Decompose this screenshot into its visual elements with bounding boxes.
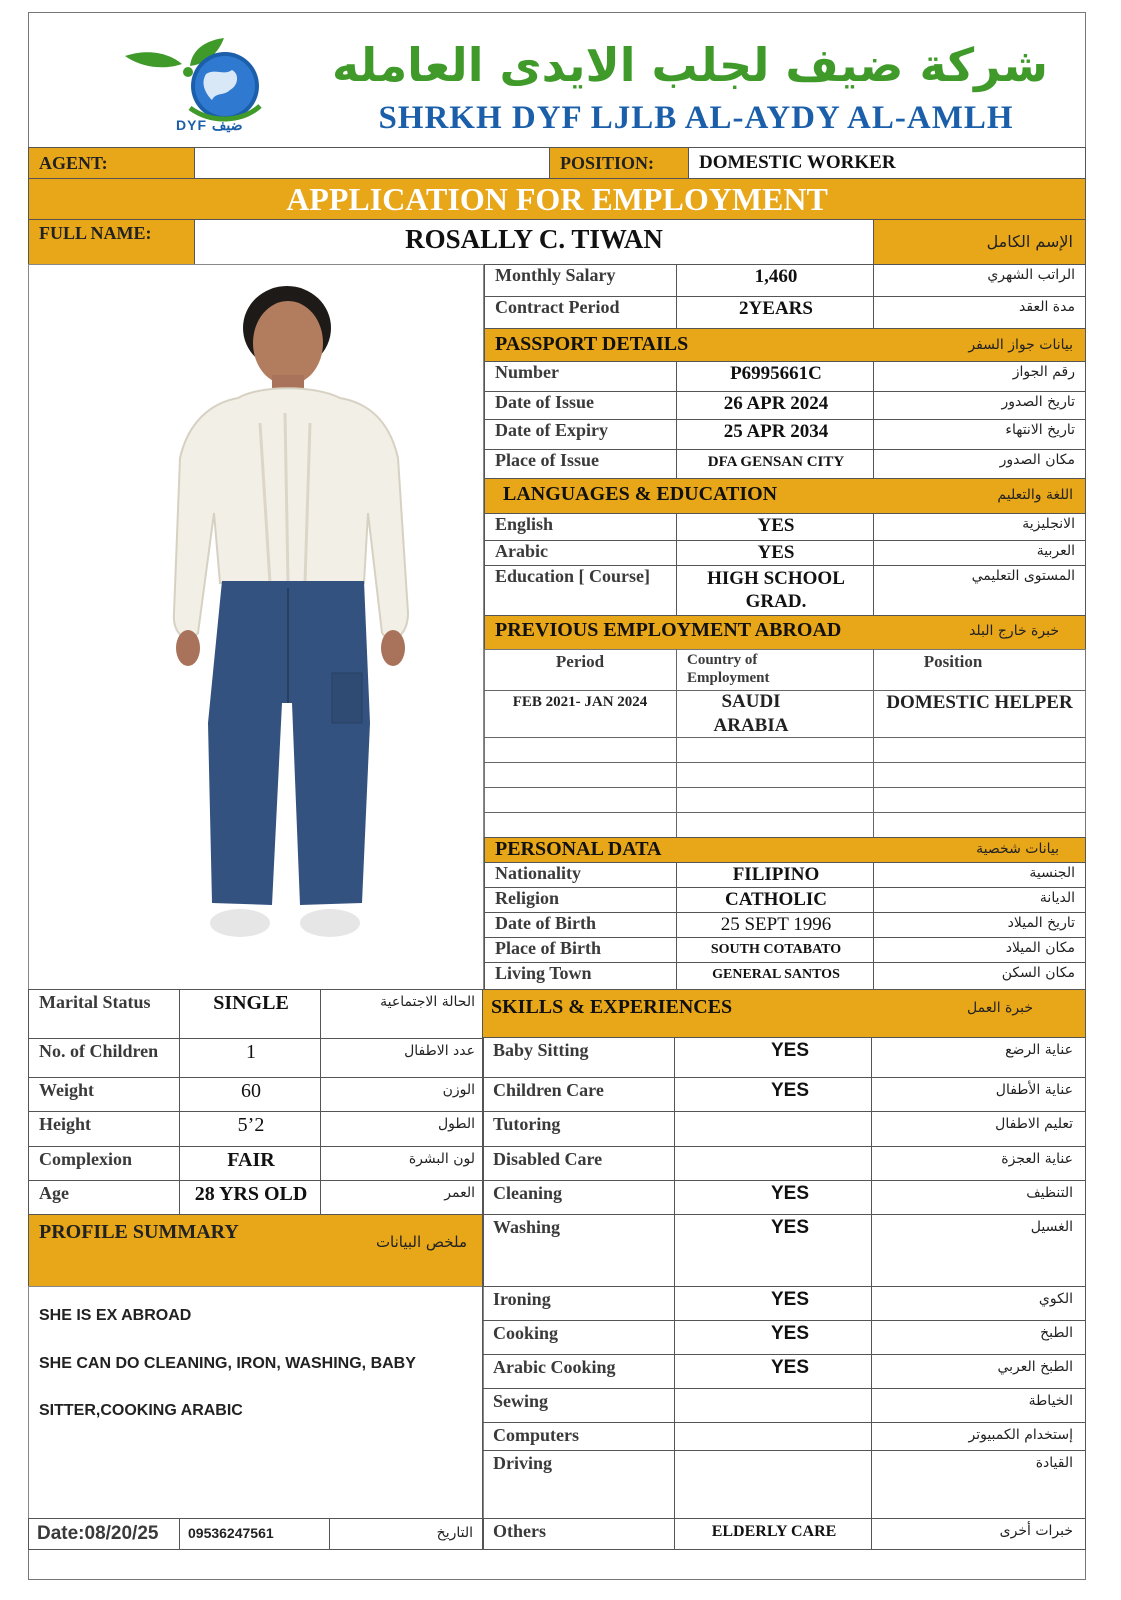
row-label-cell (484, 912, 677, 938)
row-label: Monthly Salary (495, 265, 616, 285)
physical-ar-cell (320, 1146, 484, 1181)
row-label-cell (484, 565, 677, 616)
row-ar-cell (873, 296, 1086, 329)
skill-ar-cell (871, 1388, 1086, 1423)
physical-value: SINGLE (213, 992, 289, 1014)
profile-body (28, 1286, 484, 1519)
skill-ar: إستخدام الكمبيوتر (968, 1427, 1073, 1443)
profile-title: PROFILE SUMMARY (39, 1221, 239, 1243)
skill-label-cell (482, 1354, 675, 1389)
row-label-cell (484, 449, 677, 479)
physical-value-cell (179, 1077, 321, 1112)
row-value-cell (676, 449, 874, 479)
skill-ar: الطبخ العربي (997, 1359, 1073, 1375)
skill-label: Washing (493, 1217, 561, 1237)
row-label-cell (484, 513, 677, 541)
skill-value-cell (674, 1388, 872, 1423)
skill-ar: تعليم الاطفال (995, 1116, 1073, 1132)
row-label-cell (484, 296, 677, 329)
physical-label: Weight (39, 1080, 95, 1100)
fullname-ar-cell (873, 219, 1086, 265)
row-ar-cell (873, 419, 1086, 450)
physical-label-cell (28, 989, 180, 1039)
row-value: 26 APR 2024 (723, 393, 829, 414)
skill-value-cell (674, 1518, 872, 1550)
physical-ar-cell (320, 1077, 484, 1112)
physical-label: Marital Status (39, 992, 151, 1012)
physical-ar-cell (320, 1180, 484, 1215)
skill-label-cell (482, 1214, 675, 1287)
skill-ar-cell (871, 1450, 1086, 1519)
passport-header (484, 328, 1086, 362)
row-value: SOUTH COTABATO (710, 942, 842, 957)
skill-value-cell (674, 1180, 872, 1215)
row-ar: تاريخ الصدور (1001, 394, 1075, 410)
row-label: Contract Period (495, 297, 620, 317)
logo-text: DYF ضيف (176, 117, 243, 133)
row-ar: الجنسية (1029, 865, 1075, 881)
physical-ar: الطول (437, 1116, 475, 1132)
skill-label-cell (482, 1037, 675, 1078)
personal-title: PERSONAL DATA (495, 838, 662, 860)
skill-label: Cooking (493, 1323, 559, 1343)
company-arabic-name: شركة ضيف لجلب الايدى العامله (332, 38, 1048, 92)
row-value-cell (676, 937, 874, 963)
skill-label-cell (482, 1146, 675, 1181)
row-ar: العربية (1036, 543, 1075, 559)
skill-value: YES (770, 1289, 810, 1310)
row-ar-cell (873, 565, 1086, 616)
row-ar-cell (873, 912, 1086, 938)
skill-value: YES (770, 1357, 810, 1378)
physical-ar-cell (320, 1111, 484, 1147)
skill-label-cell (482, 1518, 675, 1550)
col-country: Country of Employment (687, 652, 770, 686)
row-ar: تاريخ الميلاد (1007, 915, 1075, 931)
row-label-cell (484, 264, 677, 297)
skill-label-cell (482, 1422, 675, 1451)
skill-ar: خبرات أخرى (999, 1523, 1073, 1539)
languages-title-ar: اللغة والتعليم (997, 487, 1073, 503)
skill-value-cell (674, 1111, 872, 1147)
skill-ar-cell (871, 1077, 1086, 1112)
employment-title: PREVIOUS EMPLOYMENT ABROAD (495, 619, 842, 641)
skill-label: Baby Sitting (493, 1040, 589, 1060)
skill-ar: الطبخ (1040, 1325, 1073, 1341)
row-ar: الانجليزية (1022, 516, 1075, 532)
row-value-cell (676, 296, 874, 329)
skills-header (482, 989, 1086, 1038)
physical-value: 28 YRS OLD (194, 1183, 308, 1205)
row-ar-cell (873, 862, 1086, 888)
fullname-value: ROSALLY C. TIWAN (405, 224, 663, 254)
skill-value: YES (770, 1080, 810, 1101)
skill-value-cell (674, 1286, 872, 1321)
physical-value-cell (179, 1038, 321, 1078)
footer-date-ar-cell (329, 1518, 484, 1550)
row-value-cell (676, 565, 874, 616)
skill-ar: عناية العجزة (1001, 1151, 1073, 1167)
passport-title: PASSPORT DETAILS (495, 333, 689, 355)
physical-ar-cell (320, 989, 484, 1039)
physical-value: FAIR (227, 1149, 275, 1171)
col-position: Position (923, 652, 983, 671)
row-ar: الديانة (1039, 890, 1075, 906)
row-value-cell (676, 513, 874, 541)
row-ar: مدة العقد (1019, 299, 1075, 315)
skill-value: ELDERLY CARE (711, 1523, 837, 1540)
physical-value-cell (179, 1180, 321, 1215)
skill-ar: عناية الأطفال (995, 1082, 1073, 1098)
row-label-cell (484, 361, 677, 392)
agent-label-cell (28, 147, 195, 179)
row-value: FILIPINO (732, 864, 820, 885)
skill-label: Others (493, 1521, 546, 1541)
row-label-cell (484, 887, 677, 913)
row-ar: تاريخ الانتهاء (1005, 422, 1075, 438)
skill-ar: عناية الرضع (1005, 1042, 1073, 1058)
row-label: Date of Birth (495, 913, 596, 933)
physical-value-cell (179, 1146, 321, 1181)
row-value: 2YEARS (739, 298, 813, 319)
skill-value-cell (674, 1077, 872, 1112)
row-value: YES (757, 542, 795, 563)
fullname-label: FULL NAME: (39, 223, 152, 243)
row-value: YES (757, 515, 795, 536)
skill-label: Driving (493, 1453, 553, 1473)
profile-line-2: SHE CAN DO CLEANING, IRON, WASHING, BABY (39, 1355, 416, 1372)
row-value-cell (676, 361, 874, 392)
skill-ar: الغسيل (1030, 1219, 1073, 1235)
employment-country: SAUDI ARABIA (713, 691, 789, 736)
skill-ar-cell (871, 1037, 1086, 1078)
physical-label: No. of Children (39, 1041, 159, 1061)
skill-ar-cell (871, 1518, 1086, 1550)
row-label: Nationality (495, 863, 582, 883)
physical-ar: عدد الاطفال (404, 1043, 475, 1059)
footer-phone: 09536247561 (188, 1525, 274, 1541)
applicant-photo (150, 283, 420, 948)
skill-ar: الكوي (1038, 1291, 1073, 1307)
page-title: APPLICATION FOR EMPLOYMENT (286, 181, 828, 217)
row-label-cell (484, 419, 677, 450)
skill-value: YES (770, 1183, 810, 1204)
profile-title-ar: ملخص البيانات (375, 1233, 467, 1251)
physical-ar: العمر (444, 1185, 475, 1201)
row-value: 1,460 (754, 266, 798, 287)
skill-label: Computers (493, 1425, 579, 1445)
footer-date: Date:08/20/25 (37, 1523, 159, 1544)
physical-value: 1 (246, 1041, 256, 1063)
footer-date-cell (28, 1518, 180, 1550)
languages-title: LANGUAGES & EDUCATION (503, 483, 778, 505)
personal-header (484, 837, 1086, 863)
physical-label-cell (28, 1038, 180, 1078)
employment-period: FEB 2021- JAN 2024 (512, 694, 648, 710)
skill-value-cell (674, 1422, 872, 1451)
footer-phone-cell (179, 1518, 330, 1550)
skill-ar-cell (871, 1422, 1086, 1451)
row-value-cell (676, 419, 874, 450)
skill-ar: التنظيف (1026, 1185, 1073, 1201)
skill-label: Children Care (493, 1080, 604, 1100)
profile-header (28, 1214, 484, 1287)
physical-ar: لون البشرة (408, 1151, 475, 1167)
row-label: Place of Birth (495, 938, 601, 958)
skill-value: YES (770, 1217, 810, 1238)
row-ar: مكان الميلاد (1005, 940, 1075, 956)
profile-line-3: SITTER,COOKING ARABIC (39, 1402, 243, 1419)
row-ar-cell (873, 962, 1086, 990)
row-ar-cell (873, 264, 1086, 297)
employment-title-ar: خبرة خارج البلد (969, 623, 1059, 639)
position-label-cell (549, 147, 689, 179)
skill-ar: القيادة (1035, 1455, 1073, 1471)
skills-title: SKILLS & EXPERIENCES (491, 996, 733, 1018)
skill-label: Tutoring (493, 1114, 561, 1134)
row-label: Date of Issue (495, 392, 594, 412)
row-value-cell (676, 264, 874, 297)
physical-ar: الوزن (442, 1082, 475, 1098)
row-label: Arabic (495, 541, 548, 561)
skill-value-cell (674, 1037, 872, 1078)
row-value: P6995661C (730, 363, 822, 384)
row-label: English (495, 514, 554, 534)
physical-value: 5’2 (237, 1114, 265, 1136)
fullname-ar: الإسم الكامل (986, 232, 1073, 251)
skill-ar-cell (871, 1180, 1086, 1215)
row-ar: رقم الجواز (1012, 364, 1075, 380)
row-label: Date of Expiry (495, 420, 608, 440)
skill-label-cell (482, 1077, 675, 1112)
row-label-cell (484, 540, 677, 566)
skill-ar-cell (871, 1286, 1086, 1321)
physical-label-cell (28, 1111, 180, 1147)
row-value: 25 SEPT 1996 (720, 914, 832, 935)
row-label-cell (484, 391, 677, 420)
row-value-cell (676, 887, 874, 913)
languages-header (484, 478, 1086, 514)
physical-value: 60 (241, 1080, 261, 1102)
row-value: GENERAL SANTOS (712, 967, 840, 982)
row-label-cell (484, 862, 677, 888)
physical-label: Height (39, 1114, 91, 1134)
position-value-cell (688, 147, 1086, 179)
skills-title-ar: خبرة العمل (967, 1000, 1033, 1016)
row-ar: الراتب الشهري (987, 267, 1075, 283)
skill-label: Ironing (493, 1289, 551, 1309)
skill-value: YES (770, 1323, 810, 1344)
physical-ar-cell (320, 1038, 484, 1078)
fullname-value-cell (194, 219, 874, 265)
skill-value-cell (674, 1214, 872, 1287)
row-ar-cell (873, 887, 1086, 913)
footer-date-ar: التاريخ (436, 1525, 473, 1541)
row-value-cell (676, 962, 874, 990)
physical-label-cell (28, 1077, 180, 1112)
col-period: Period (555, 652, 605, 671)
skill-ar-cell (871, 1111, 1086, 1147)
row-value-cell (676, 391, 874, 420)
position-label: POSITION: (560, 153, 655, 173)
skill-label-cell (482, 1320, 675, 1355)
row-value-cell (676, 540, 874, 566)
skill-ar: الخياطة (1028, 1393, 1073, 1409)
row-value: CATHOLIC (724, 889, 828, 910)
row-label: Number (495, 362, 559, 382)
skill-ar-cell (871, 1354, 1086, 1389)
skill-label-cell (482, 1450, 675, 1519)
skill-label-cell (482, 1180, 675, 1215)
skill-ar-cell (871, 1146, 1086, 1181)
skill-label: Arabic Cooking (493, 1357, 616, 1377)
row-ar: مكان السكن (1001, 965, 1075, 981)
employment-position: DOMESTIC HELPER (886, 692, 1073, 713)
passport-title-ar: بيانات جواز السفر (968, 337, 1073, 353)
row-ar-cell (873, 361, 1086, 392)
row-label-cell (484, 962, 677, 990)
row-value-cell (676, 912, 874, 938)
row-value: 25 APR 2034 (723, 421, 829, 442)
skill-value-cell (674, 1146, 872, 1181)
employment-header (484, 615, 1086, 650)
row-value: HIGH SCHOOL GRAD. (707, 568, 845, 612)
fullname-label-cell (28, 219, 195, 265)
skill-label: Disabled Care (493, 1149, 603, 1169)
row-ar-cell (873, 391, 1086, 420)
profile-line-1: SHE IS EX ABROAD (39, 1307, 192, 1324)
row-value: DFA GENSAN CITY (707, 454, 845, 470)
skill-label: Cleaning (493, 1183, 563, 1203)
row-label: Living Town (495, 963, 592, 983)
row-ar: مكان الصدور (999, 452, 1075, 468)
skill-value-cell (674, 1320, 872, 1355)
row-label: Religion (495, 888, 560, 908)
physical-value-cell (179, 1111, 321, 1147)
skill-ar-cell (871, 1320, 1086, 1355)
skill-value: YES (770, 1040, 810, 1061)
company-latin-name: SHRKH DYF LJLB AL-AYDY AL-AMLH (378, 100, 1014, 136)
skill-ar-cell (871, 1214, 1086, 1287)
physical-label: Complexion (39, 1149, 133, 1169)
row-label-cell (484, 937, 677, 963)
row-label: Education [ Course] (495, 566, 651, 586)
physical-label: Age (39, 1183, 69, 1203)
row-value-cell (676, 862, 874, 888)
row-ar-cell (873, 449, 1086, 479)
row-ar-cell (873, 540, 1086, 566)
agent-value-cell (194, 147, 550, 179)
agent-label: AGENT: (39, 153, 108, 173)
row-ar-cell (873, 937, 1086, 963)
skill-value-cell (674, 1354, 872, 1389)
physical-label-cell (28, 1180, 180, 1215)
row-ar-cell (873, 513, 1086, 541)
physical-ar: الحالة الاجتماعية (380, 994, 475, 1010)
physical-label-cell (28, 1146, 180, 1181)
skill-label: Sewing (493, 1391, 549, 1411)
skill-value-cell (674, 1450, 872, 1519)
physical-value-cell (179, 989, 321, 1039)
row-label: Place of Issue (495, 450, 599, 470)
position-value: DOMESTIC WORKER (699, 152, 896, 173)
title-bar (28, 178, 1086, 220)
skill-label-cell (482, 1286, 675, 1321)
skill-label-cell (482, 1388, 675, 1423)
skill-label-cell (482, 1111, 675, 1147)
row-ar: المستوى التعليمي (971, 568, 1075, 584)
personal-title-ar: بيانات شخصية (976, 841, 1059, 857)
